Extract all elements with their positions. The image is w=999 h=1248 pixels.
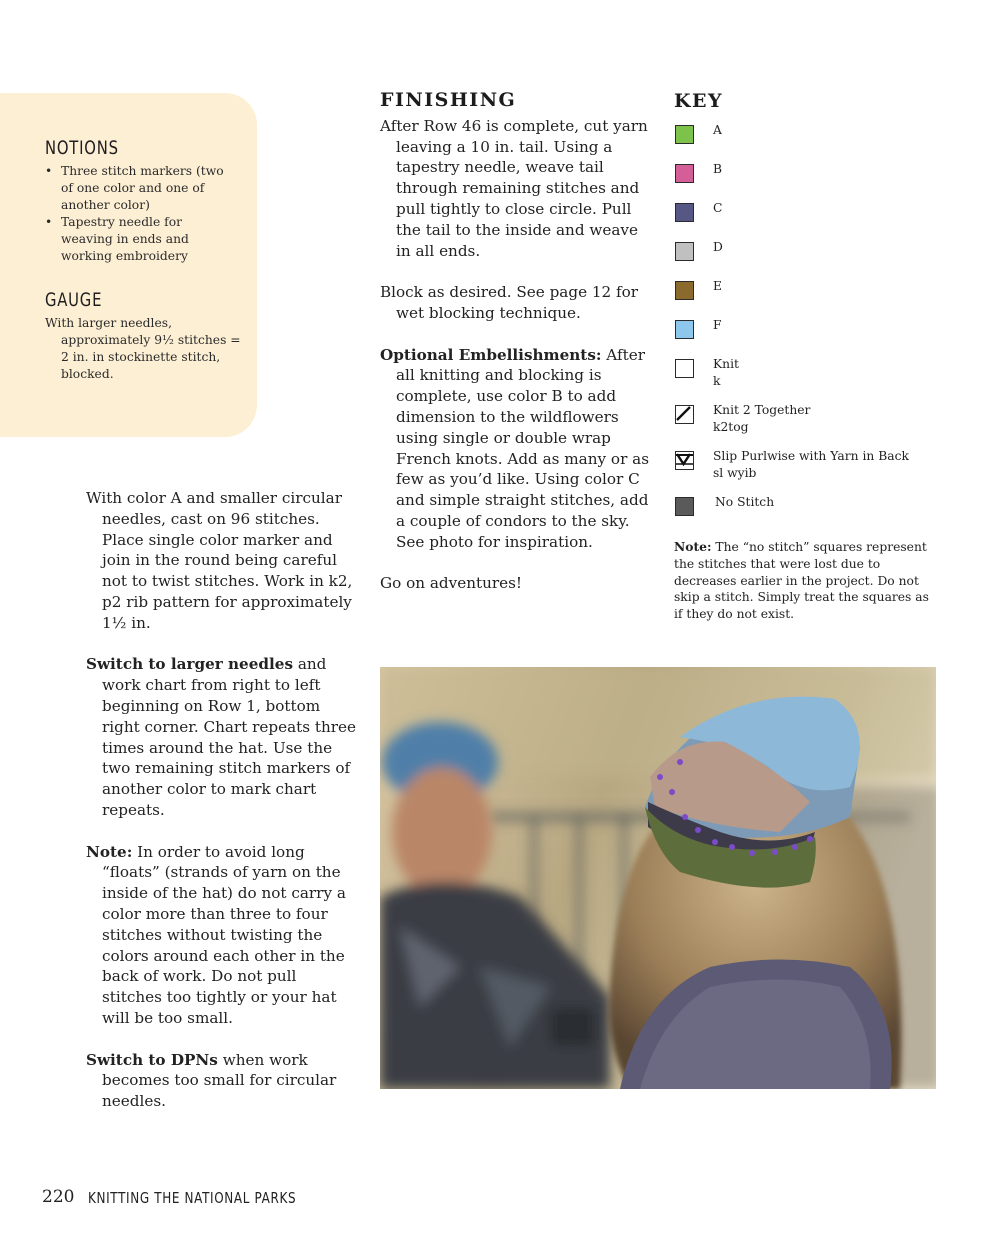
key-symbol-row <box>674 450 944 496</box>
switch-larger-text: and work chart from right to left beginning on Row 1, bottom right corner. Chart repeats three times around the hat. Use the two remaining stitch markers of another color to mark chart repeats. <box>102 655 356 819</box>
filled-square-icon <box>675 497 694 516</box>
key-symbol-name: Slip Purlwise with Yarn in Back <box>713 449 909 463</box>
key-color-label: E <box>713 279 722 293</box>
v-square-icon <box>675 451 694 470</box>
key-symbol-label <box>713 402 810 435</box>
key-symbol-name: Knit <box>713 357 739 371</box>
key-symbol-abbr: k2tog <box>713 419 749 434</box>
color-swatch-icon <box>675 164 694 183</box>
key-color-label: C <box>713 201 723 215</box>
notions-heading: NOTIONS <box>45 137 119 159</box>
floats-note-paragraph <box>86 842 356 1029</box>
switch-dpn-paragraph <box>86 1050 356 1112</box>
key-symbol-name: Knit 2 Together <box>713 403 811 417</box>
note-label: Note: <box>86 842 133 861</box>
key-color-label: F <box>713 318 722 332</box>
key-symbol-label <box>713 356 739 389</box>
empty-square-icon <box>675 359 694 378</box>
key-symbol-name: No Stitch <box>715 495 775 509</box>
photo-illustration <box>380 667 936 1089</box>
key-color-list <box>674 124 944 358</box>
finishing-paragraph-2: Block as desired. See page 12 for wet blocking technique. <box>380 283 639 322</box>
chart-key <box>674 90 944 623</box>
page-number: 220 <box>42 1187 75 1207</box>
embellishments-label: Optional Embellishments: <box>380 345 602 364</box>
notions-item: • Tapestry needle for weaving in ends and working embroidery <box>45 214 235 265</box>
key-note-label: Note: <box>674 539 712 554</box>
color-swatch-icon <box>675 320 694 339</box>
key-color-row <box>674 280 944 319</box>
key-color-row <box>674 319 944 358</box>
finishing-paragraph-1: After Row 46 is complete, cut yarn leaving a 10 in. tail. Using a tapestry needle, weave tail through remaining stitches and pull tightly to close circle. Pull the tail to the inside and weave in all ends. <box>380 116 648 260</box>
key-color-label: B <box>713 162 723 176</box>
finishing-column <box>380 90 655 615</box>
color-swatch-icon <box>675 242 694 261</box>
key-color-label: D <box>713 240 723 254</box>
color-swatch-icon <box>675 203 694 222</box>
key-symbol-label <box>713 448 909 481</box>
hat-photo <box>380 667 936 1089</box>
notions-item: • Three stitch markers (two of one color and one of another color) <box>45 163 235 214</box>
key-symbol-row <box>674 496 944 535</box>
embellishments-paragraph <box>380 345 655 553</box>
key-symbol-label <box>715 494 774 511</box>
key-symbol-abbr: k <box>713 373 721 388</box>
key-color-row <box>674 241 944 280</box>
slash-square-icon <box>675 405 694 424</box>
key-symbol-list <box>674 358 944 535</box>
note-text: In order to avoid long “floats” (strands of yarn on the inside of the hat) do not carry a color more than three to four stitches without twisting the colors around each other in the back of work. Do not pull stitches too tightly or your hat will be too small. <box>102 842 346 1027</box>
finishing-heading: FINISHING <box>380 89 517 111</box>
embellishments-text: After all knitting and blocking is complete, use color B to add dimension to the wildflowers using single or double wrap French knots. Add as many or as few as you’d like. Using color C and simple straight stitches, add a couple of condors to the sky. See photo for inspiration. <box>396 345 650 551</box>
notions-gauge-panel <box>0 93 257 437</box>
switch-larger-bold: Switch to larger needles <box>86 655 293 674</box>
color-swatch-icon <box>675 125 694 144</box>
switch-larger-paragraph <box>86 654 356 820</box>
closing-line: Go on adventures! <box>380 574 523 593</box>
key-note-text: The “no stitch” squares represent the stitches that were lost due to decreases earlier in the project. Do not skip a stitch. Simply treat the squares as if they do not exist. <box>674 540 929 622</box>
gauge-heading: GAUGE <box>45 289 103 311</box>
key-symbol-abbr: sl wyib <box>713 465 757 480</box>
key-color-row <box>674 202 944 241</box>
key-heading: KEY <box>674 90 724 112</box>
key-note <box>674 539 936 623</box>
color-swatch-icon <box>675 281 694 300</box>
cast-on-paragraph: With color A and smaller circular needles, cast on 96 stitches. Place single color marker and join in the round being careful not to twist stitches. Work in k2, p2 rib pattern for approximately 1½ in. <box>86 489 353 632</box>
key-symbol-row <box>674 404 944 450</box>
running-title: KNITTING THE NATIONAL PARKS <box>88 1189 297 1207</box>
key-color-row <box>674 163 944 202</box>
switch-dpn-bold: Switch to DPNs <box>86 1050 218 1069</box>
key-color-row <box>674 124 944 163</box>
notions-list <box>45 163 235 265</box>
key-color-label: A <box>713 123 722 137</box>
gauge-text: With larger needles, approximately 9½ stitches = 2 in. in stockinette stitch, blocked. <box>45 316 241 381</box>
switch-dpn-text: when work becomes too small for circular needles. <box>102 1050 337 1111</box>
key-symbol-row <box>674 358 944 404</box>
instructions-column <box>86 488 356 1133</box>
